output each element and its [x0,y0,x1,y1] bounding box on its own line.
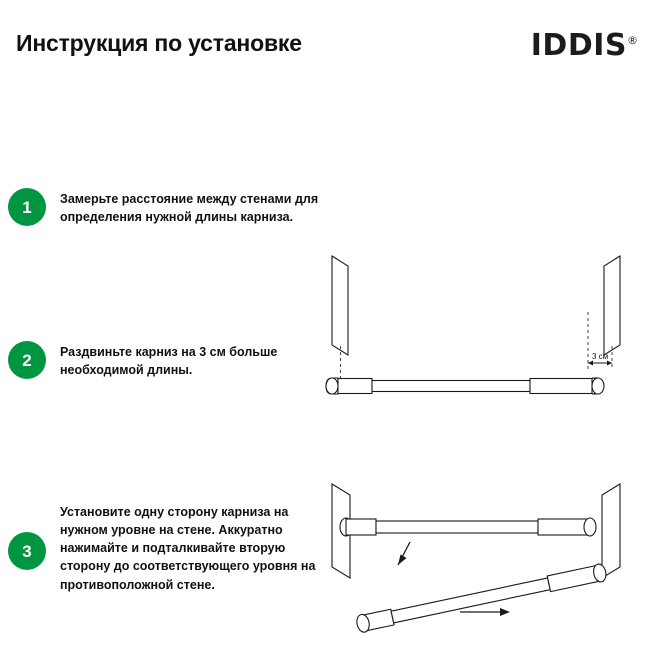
dimension-label-3cm: 3 см [592,352,609,361]
figure-install-rod [320,480,650,640]
figure-extend-rod [320,252,650,422]
brand-logo-text: IDDIS [530,28,627,63]
step-1-text: Замерьте расстояние между стенами для определения нужной длины карниза. [60,192,319,225]
page-title: Инструкция по установке [16,30,302,56]
brand-logo [531,28,638,63]
step-3-text: Установите одну сторону карниза на нужном уровне на стене. Аккуратно нажимайте и подталкивайте вторую сторону до соответствующего уровня на противоположной стене. [60,505,316,592]
step-1-badge: 1 [8,188,46,226]
step-2-text: Раздвиньте карниз на 3 см больше необходимой длины. [60,345,278,378]
step-2-badge: 2 [8,341,46,379]
step-3-badge: 3 [8,532,46,570]
brand-registered-mark: ® [627,34,638,47]
